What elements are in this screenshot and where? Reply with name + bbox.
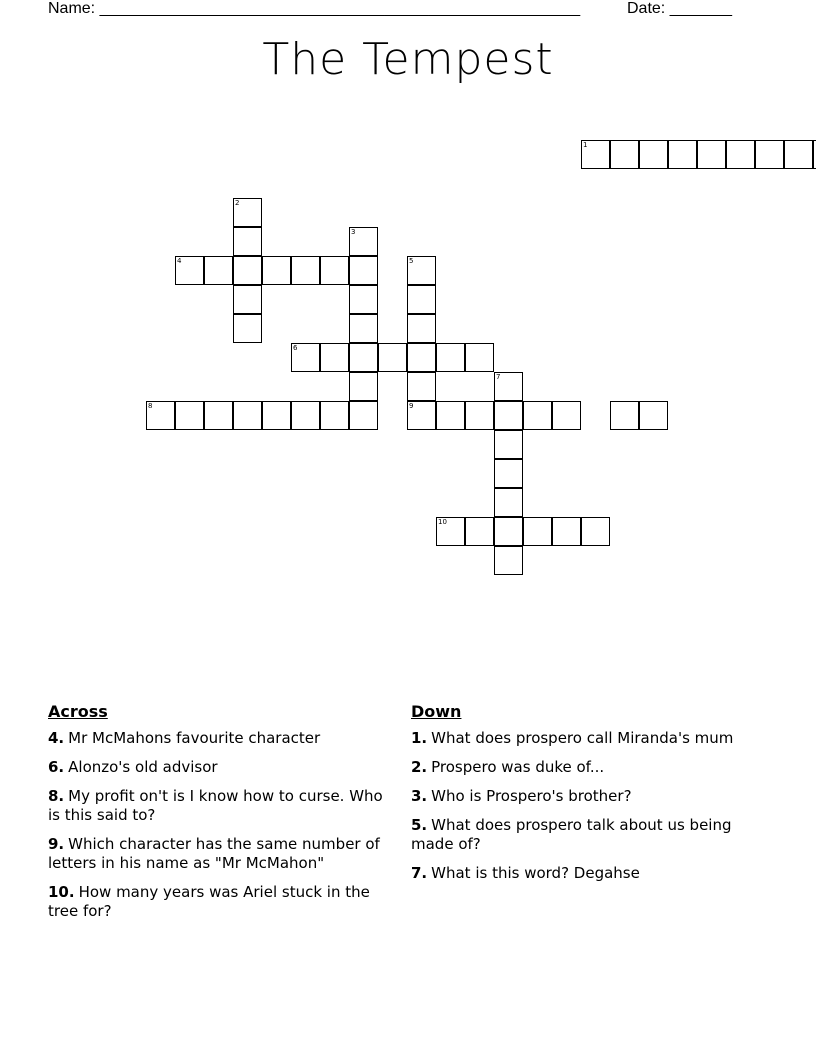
clue-text: Mr McMahons favourite character (68, 729, 321, 747)
grid-cell[interactable] (407, 343, 436, 372)
grid-cell[interactable] (378, 343, 407, 372)
grid-cell[interactable] (349, 372, 378, 401)
grid-cell[interactable] (465, 401, 494, 430)
across-clues (48, 702, 388, 931)
grid-cell[interactable] (494, 401, 523, 430)
grid-cell[interactable] (436, 343, 465, 372)
grid-cell[interactable] (349, 401, 378, 430)
grid-cell[interactable] (465, 517, 494, 546)
clue-text: My profit on't is I know how to curse. Who is this said to? (48, 787, 383, 824)
clue-across-8 (48, 787, 388, 825)
grid-cell[interactable] (494, 546, 523, 575)
page-title: The Tempest (262, 34, 554, 85)
cell-number: 4 (177, 257, 182, 265)
grid-cell[interactable] (494, 430, 523, 459)
cell-number: 7 (496, 373, 501, 381)
grid-cell[interactable] (320, 401, 349, 430)
clue-number: 7. (411, 864, 428, 882)
cell-number: 1 (583, 141, 588, 149)
clue-text: Who is Prospero's brother? (431, 787, 632, 805)
cell-number: 9 (409, 402, 414, 410)
grid-cell[interactable] (262, 401, 291, 430)
clue-text: What does prospero call Miranda's mum (431, 729, 734, 747)
clue-down-2 (411, 758, 751, 777)
grid-cell[interactable] (262, 256, 291, 285)
down-clues (411, 702, 751, 893)
grid-cell[interactable] (726, 140, 755, 169)
grid-cell[interactable] (233, 314, 262, 343)
grid-cell[interactable] (581, 517, 610, 546)
clue-text: Which character has the same number of letters in his name as "Mr McMahon" (48, 835, 380, 872)
grid-cell[interactable] (755, 140, 784, 169)
grid-cell[interactable] (697, 140, 726, 169)
grid-cell[interactable] (320, 256, 349, 285)
grid-cell[interactable] (668, 140, 697, 169)
grid-cell[interactable] (639, 140, 668, 169)
clue-number: 10. (48, 883, 75, 901)
grid-cell[interactable] (494, 459, 523, 488)
cell-number: 2 (235, 199, 240, 207)
across-heading: Across (48, 702, 108, 721)
grid-cell[interactable] (349, 256, 378, 285)
cell-number: 5 (409, 257, 414, 265)
grid-cell[interactable] (320, 343, 349, 372)
grid-cell[interactable] (233, 401, 262, 430)
clue-across-9 (48, 835, 388, 873)
clue-across-4 (48, 729, 388, 748)
grid-cell[interactable] (233, 256, 262, 285)
grid-cell[interactable] (233, 285, 262, 314)
clue-text: What does prospero talk about us being made of? (411, 816, 732, 853)
grid-cell[interactable] (552, 517, 581, 546)
clue-text: How many years was Ariel stuck in the tree for? (48, 883, 370, 920)
grid-cell[interactable] (465, 343, 494, 372)
grid-cell[interactable] (204, 256, 233, 285)
grid-cell[interactable] (349, 285, 378, 314)
clue-text: Prospero was duke of... (431, 758, 605, 776)
clue-number: 5. (411, 816, 428, 834)
grid-cell[interactable] (349, 314, 378, 343)
clue-down-3 (411, 787, 751, 806)
grid-cell[interactable] (523, 517, 552, 546)
cell-number: 3 (351, 228, 356, 236)
clue-across-10 (48, 883, 388, 921)
grid-cell[interactable] (436, 401, 465, 430)
cell-number: 10 (438, 518, 447, 526)
grid-cell[interactable] (523, 401, 552, 430)
name-field-label: Name: ______________________________________________________ (48, 0, 581, 17)
grid-cell[interactable] (610, 140, 639, 169)
grid-cell[interactable] (291, 401, 320, 430)
grid-cell[interactable] (784, 140, 813, 169)
grid-cell[interactable] (494, 517, 523, 546)
cell-number: 6 (293, 344, 298, 352)
clue-number: 8. (48, 787, 65, 805)
grid-cell[interactable] (349, 343, 378, 372)
clue-down-7 (411, 864, 751, 883)
grid-cell[interactable] (175, 401, 204, 430)
clue-number: 3. (411, 787, 428, 805)
clue-number: 6. (48, 758, 65, 776)
clue-number: 1. (411, 729, 428, 747)
cell-number: 8 (148, 402, 153, 410)
clue-number: 4. (48, 729, 65, 747)
grid-cell[interactable] (639, 401, 668, 430)
clue-text: What is this word? Degahse (431, 864, 640, 882)
grid-cell[interactable] (610, 401, 639, 430)
clue-down-5 (411, 816, 751, 854)
date-field-label: Date: _______ (627, 0, 732, 17)
clue-text: Alonzo's old advisor (68, 758, 218, 776)
grid-cell[interactable] (407, 285, 436, 314)
grid-cell[interactable] (407, 372, 436, 401)
grid-cell[interactable] (204, 401, 233, 430)
grid-cell[interactable] (494, 488, 523, 517)
grid-cell[interactable] (233, 227, 262, 256)
clue-number: 9. (48, 835, 65, 853)
down-heading: Down (411, 702, 462, 721)
clue-down-1 (411, 729, 751, 748)
grid-cell[interactable] (291, 256, 320, 285)
clue-across-6 (48, 758, 388, 777)
clue-number: 2. (411, 758, 428, 776)
grid-cell[interactable] (552, 401, 581, 430)
grid-cell[interactable] (407, 314, 436, 343)
